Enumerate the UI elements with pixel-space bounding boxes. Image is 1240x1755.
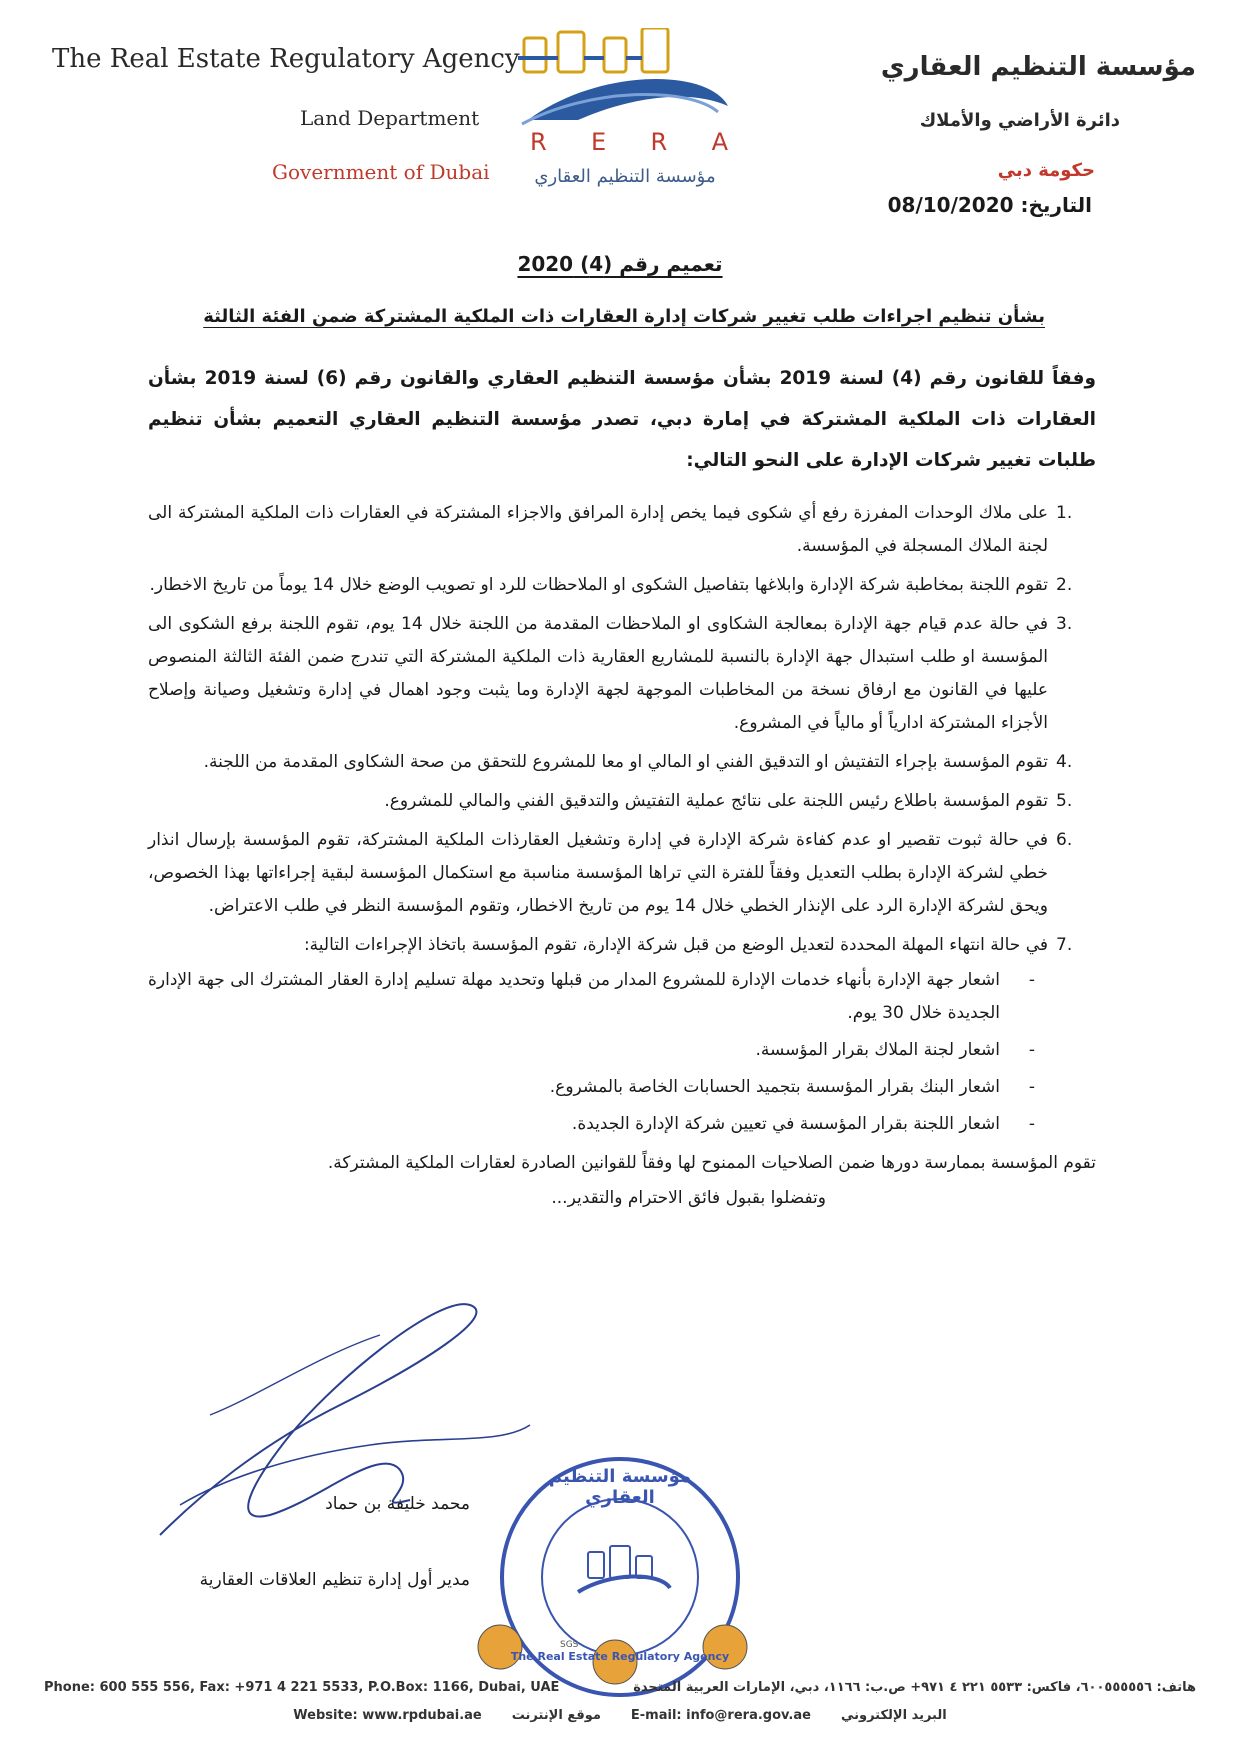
clause-item — [148, 497, 1096, 563]
rera-logo-letters — [530, 128, 730, 156]
english-agency-name: The Real Estate Regulatory Agency — [52, 44, 520, 74]
stamp-english-text: The Real Estate Regulatory Agency — [510, 1650, 730, 1663]
footer-website-arabic: موقع الإنترنت — [511, 1708, 601, 1723]
clause-item — [148, 824, 1096, 923]
logo-letter: A — [711, 128, 730, 156]
logo-letter: E — [591, 128, 609, 156]
clause-number: 1. — [1056, 503, 1073, 523]
arabic-agency-name: مؤسسة التنظيم العقاري — [880, 52, 1196, 82]
dash-marker: - — [1028, 1077, 1036, 1097]
closing-paragraph: تقوم المؤسسة بممارسة دورها ضمن الصلاحيات الممنوح لها وفقاً للقوانين الصادرة لعقارات الملكية المشتركة. — [327, 1153, 1096, 1173]
footer-contact-english: Phone: 600 555 556, Fax: +971 4 221 5533, P.O.Box: 1166, Dubai, UAE — [44, 1680, 560, 1695]
sub-action-text: اشعار لجنة الملاك بقرار المؤسسة. — [755, 1040, 1000, 1060]
date-line — [888, 193, 1092, 217]
arabic-department-name: دائرة الأراضي والأملاك — [919, 110, 1120, 131]
footer-email-arabic: البريد الإلكتروني — [840, 1708, 947, 1723]
clause-text: في حالة انتهاء المهلة المحددة لتعديل الوضع من قبل شركة الإدارة، تقوم المؤسسة باتخاذ الإجراءات التالية: — [303, 935, 1048, 955]
logo-letter: R — [530, 128, 549, 156]
sub-action-text: اشعار اللجنة بقرار المؤسسة في تعيين شركة الإدارة الجديدة. — [571, 1114, 1000, 1134]
circular-subject: بشأن تنظيم اجراءات طلب تغيير شركات إدارة العقارات ذات الملكية المشتركة ضمن الفئة الثالثة — [203, 306, 1045, 327]
intro-paragraph: وفقاً للقانون رقم (4) لسنة 2019 بشأن مؤسسة التنظيم العقاري والقانون رقم (6) لسنة 2019 بشأن العقارات ذات الملكية المشتركة في إمارة دبي، تصدر مؤسسة التنظيم العقاري التعميم بشأن تنظيم طلبات تغيير شركات الإدارة على النحو التالي: — [148, 368, 1096, 471]
logo-letter: R — [650, 128, 670, 156]
stamp-badge: SGS — [560, 1640, 579, 1650]
clause-text: تقوم المؤسسة باطلاع رئيس اللجنة على نتائج عملية التفتيش والتدقيق الفني والمالي للمشروع. — [384, 791, 1048, 811]
dash-marker: - — [1028, 1114, 1036, 1134]
dash-marker: - — [1028, 1040, 1036, 1060]
arabic-government-name: حكومة دبي — [997, 160, 1095, 181]
sub-action-text: اشعار جهة الإدارة بأنهاء خدمات الإدارة للمشروع المدار من قبلها وتحديد مهلة تسليم إدارة العقار المشترك الى جهة الإدارة الجديدة خلال 30 يوم. — [148, 970, 1000, 1023]
clause-text: تقوم اللجنة بمخاطبة شركة الإدارة وابلاغها بتفاصيل الشكوى او الملاحظات للرد او تصويب الوضع خلال 14 يوماً من تاريخ الاخطار. — [149, 575, 1048, 595]
clause-item — [148, 929, 1096, 1141]
date-label: التاريخ: — [1020, 193, 1092, 217]
clause-text: على ملاك الوحدات المفرزة رفع أي شكوى فيما يخص إدارة المرافق والاجزاء المشتركة في العقارات ذات الملكية المشتركة الى لجنة الملاك المسجلة في المؤسسة. — [148, 503, 1048, 556]
english-government-name: Government of Dubai — [272, 160, 490, 184]
clause-text: في حالة عدم قيام جهة الإدارة بمعالجة الشكاوى او الملاحظات المقدمة من اللجنة خلال 14 يوم، تقوم اللجنة برفع الشكوى الى المؤسسة او طلب استبدال جهة الإدارة بالنسبة للمشاريع العقارية ذات الملكية المشتركة التي تندرج ضمن الفئة الثالثة المنصوص عليها في القانون مع ارفاق نسخة من المخاطبات الموجهة لجهة الإدارة وما يثبت وجود اهمال في إدارة وتشغيل وصيانة وإصلاح الأجزاء المشتركة ادارياً أو مالياً في المشروع. — [148, 614, 1048, 733]
circular-title: تعميم رقم (4) 2020 — [517, 252, 723, 276]
footer-website: Website: www.rpdubai.ae — [293, 1708, 482, 1723]
english-department-name: Land Department — [300, 106, 480, 130]
clause-item — [148, 608, 1096, 740]
clause-number: 4. — [1056, 752, 1073, 772]
footer-web-row — [0, 1708, 1240, 1723]
signatory-name: محمد خليفة بن حماد — [325, 1494, 470, 1514]
circular-body — [148, 358, 1096, 1215]
sub-action-text: اشعار البنك بقرار المؤسسة بتجميد الحسابات الخاصة بالمشروع. — [549, 1077, 1000, 1097]
footer-contact-arabic: هاتف: ٦٠٠٥٥٥٥٥٦، فاكس: ٥٥٣٣ ٢٢١ ٤ ٩٧١+ ص.ب: ١١٦٦، دبي، الإمارات العربية المتحدة — [633, 1680, 1196, 1695]
date-value: 08/10/2020 — [887, 193, 1014, 217]
clauses-list — [148, 497, 1096, 1141]
clause-number: 6. — [1056, 830, 1073, 850]
clause-item — [148, 746, 1096, 779]
rera-logo-arabic: مؤسسة التنظيم العقاري — [534, 166, 716, 187]
clause-item — [148, 785, 1096, 818]
clause-number: 3. — [1056, 614, 1073, 634]
clause-number: 2. — [1056, 575, 1073, 595]
clause-text: تقوم المؤسسة بإجراء التفتيش او التدقيق الفني او المالي او معا للمشروع للتحقق من صحة الشكاوى المقدمة من اللجنة. — [203, 752, 1048, 772]
sub-action-item — [148, 1034, 1048, 1067]
clause-text: في حالة ثبوت تقصير او عدم كفاءة شركة الإدارة في إدارة وتشغيل العقارذات الملكية المشتركة، تقوم المؤسسة بإرسال انذار خطي لشركة الإدارة بطلب التعديل وفقاً للفترة التي تراها المؤسسة مناسبة مع استكمال المؤسسة لبقية إجراءاتها بهذا الخصوص، ويحق لشركة الإدارة الرد على الإنذار الخطي خلال 14 يوم من تاريخ الاخطار، وتقوم المؤسسة النظر في طلب الاعتراض. — [148, 830, 1048, 916]
clause-number: 5. — [1056, 791, 1073, 811]
regards-line: وتفضلوا بقبول فائق الاحترام والتقدير... — [551, 1188, 826, 1208]
sub-actions-list — [148, 964, 1048, 1141]
signatory-title: مدير أول إدارة تنظيم العلاقات العقارية — [199, 1570, 470, 1590]
dash-marker: - — [1028, 970, 1036, 990]
footer-contact-row — [0, 1680, 1240, 1695]
clause-number: 7. — [1056, 935, 1073, 955]
clause-item — [148, 569, 1096, 602]
sub-action-item — [148, 964, 1048, 1030]
footer-email: E-mail: info@rera.gov.ae — [630, 1708, 811, 1723]
stamp-arabic-text: مؤسسة التنظيم العقاري — [548, 1466, 692, 1508]
sub-action-item — [148, 1071, 1048, 1104]
sub-action-item — [148, 1108, 1048, 1141]
